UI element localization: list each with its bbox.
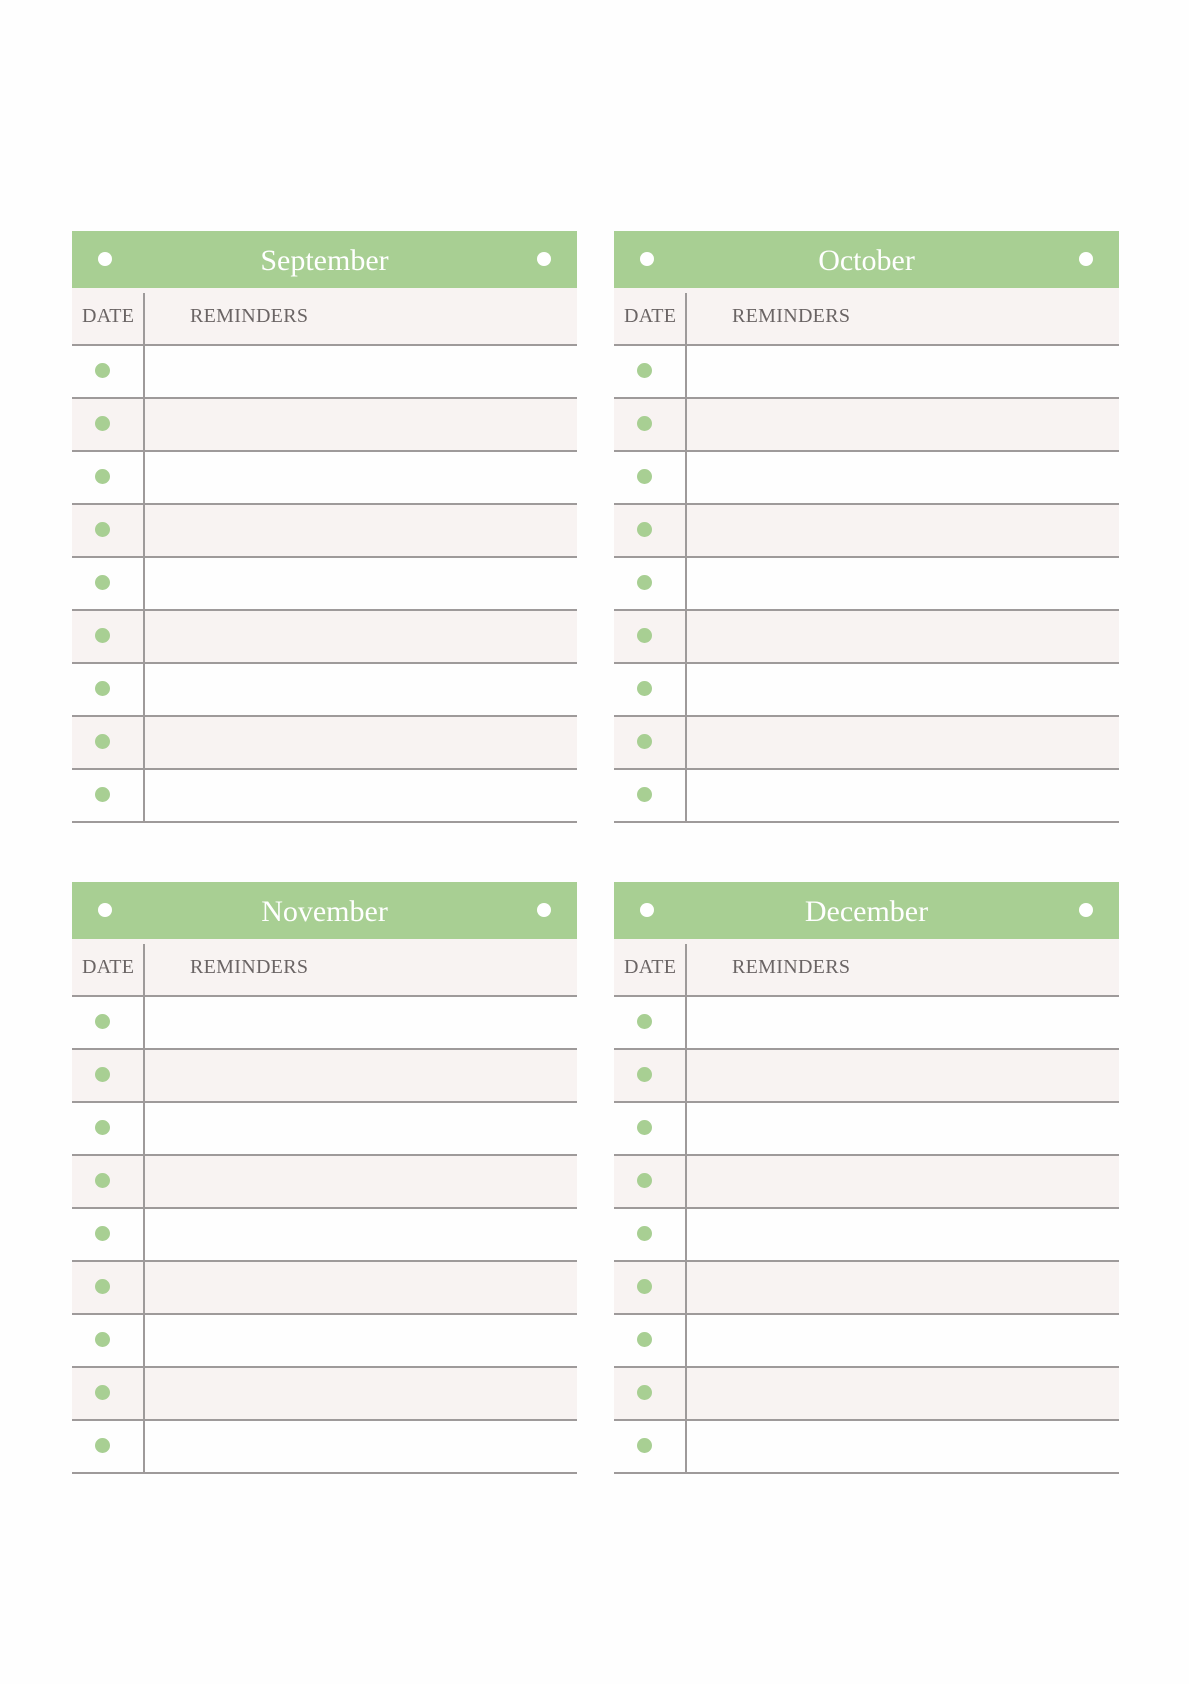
bullet-dot-icon bbox=[95, 469, 110, 484]
reminder-row bbox=[72, 505, 577, 558]
reminder-row bbox=[72, 1209, 577, 1262]
reminders-column-label: REMINDERS bbox=[732, 956, 851, 978]
column-divider bbox=[143, 944, 145, 995]
month-panel-september bbox=[72, 231, 577, 823]
bullet-dot-icon bbox=[95, 1438, 110, 1453]
reminder-entry-space bbox=[145, 346, 577, 397]
reminder-entry-space bbox=[145, 717, 577, 768]
reminder-entry-space bbox=[687, 717, 1119, 768]
reminder-row bbox=[72, 1050, 577, 1103]
reminder-entry-space bbox=[687, 1315, 1119, 1366]
bullet-dot-icon bbox=[637, 1173, 652, 1188]
bullet-dot-icon bbox=[95, 1226, 110, 1241]
reminder-entry-space bbox=[687, 611, 1119, 662]
month-header bbox=[72, 882, 577, 939]
reminder-entry-space bbox=[145, 1209, 577, 1260]
column-header-row bbox=[72, 939, 577, 997]
bullet-dot-icon bbox=[95, 416, 110, 431]
reminder-row bbox=[72, 1103, 577, 1156]
reminder-entry-space bbox=[687, 770, 1119, 821]
month-header bbox=[614, 231, 1119, 288]
bullet-dot-icon bbox=[95, 628, 110, 643]
reminder-row bbox=[614, 611, 1119, 664]
reminder-row bbox=[614, 1156, 1119, 1209]
bullet-dot-icon bbox=[637, 1438, 652, 1453]
reminder-entry-space bbox=[687, 346, 1119, 397]
reminder-entry-space bbox=[687, 505, 1119, 556]
bullet-dot-icon bbox=[637, 734, 652, 749]
reminder-entry-space bbox=[687, 558, 1119, 609]
reminder-row bbox=[72, 664, 577, 717]
month-title: December bbox=[804, 895, 929, 928]
reminder-entry-space bbox=[145, 997, 577, 1048]
column-divider bbox=[685, 944, 687, 995]
reminder-entry-space bbox=[145, 452, 577, 503]
reminder-row bbox=[614, 717, 1119, 770]
reminder-entry-space bbox=[687, 452, 1119, 503]
reminder-row bbox=[614, 997, 1119, 1050]
bullet-dot-icon bbox=[637, 1014, 652, 1029]
reminder-entry-space bbox=[145, 558, 577, 609]
binder-hole-icon bbox=[537, 252, 551, 266]
column-divider bbox=[143, 293, 145, 344]
date-column-label: DATE bbox=[624, 956, 677, 978]
reminder-entry-space bbox=[687, 664, 1119, 715]
bullet-dot-icon bbox=[637, 1332, 652, 1347]
reminder-entry-space bbox=[687, 1156, 1119, 1207]
reminder-entry-space bbox=[145, 505, 577, 556]
bullet-dot-icon bbox=[637, 1226, 652, 1241]
month-title: October bbox=[818, 244, 915, 277]
bullet-dot-icon bbox=[637, 681, 652, 696]
reminders-column-label: REMINDERS bbox=[190, 956, 309, 978]
reminder-row bbox=[614, 399, 1119, 452]
bullet-dot-icon bbox=[95, 787, 110, 802]
reminder-rows bbox=[614, 997, 1119, 1474]
date-column-label: DATE bbox=[624, 305, 677, 327]
date-column-label: DATE bbox=[82, 956, 135, 978]
binder-hole-icon bbox=[1079, 252, 1093, 266]
bullet-dot-icon bbox=[95, 734, 110, 749]
reminder-row bbox=[614, 558, 1119, 611]
month-header bbox=[614, 882, 1119, 939]
reminder-row bbox=[614, 1262, 1119, 1315]
reminder-row bbox=[72, 452, 577, 505]
column-header-row bbox=[614, 939, 1119, 997]
bullet-dot-icon bbox=[95, 1279, 110, 1294]
reminder-row bbox=[72, 399, 577, 452]
reminder-row bbox=[614, 770, 1119, 823]
bullet-dot-icon bbox=[637, 1120, 652, 1135]
bullet-dot-icon bbox=[95, 1385, 110, 1400]
bullet-dot-icon bbox=[95, 1332, 110, 1347]
reminder-entry-space bbox=[687, 399, 1119, 450]
bullet-dot-icon bbox=[637, 575, 652, 590]
reminders-column-label: REMINDERS bbox=[190, 305, 309, 327]
bullet-dot-icon bbox=[637, 363, 652, 378]
reminder-entry-space bbox=[145, 1262, 577, 1313]
month-title: September bbox=[260, 244, 389, 277]
reminder-entry-space bbox=[145, 399, 577, 450]
bullet-dot-icon bbox=[95, 522, 110, 537]
reminder-entry-space bbox=[687, 1368, 1119, 1419]
column-header-row bbox=[614, 288, 1119, 346]
bullet-dot-icon bbox=[95, 1067, 110, 1082]
reminder-row bbox=[614, 1368, 1119, 1421]
month-panel-november bbox=[72, 882, 577, 1474]
reminder-entry-space bbox=[145, 1156, 577, 1207]
reminder-row bbox=[614, 1421, 1119, 1474]
bullet-dot-icon bbox=[95, 363, 110, 378]
reminder-entry-space bbox=[145, 770, 577, 821]
reminder-entry-space bbox=[145, 1050, 577, 1101]
reminder-row bbox=[72, 997, 577, 1050]
bullet-dot-icon bbox=[95, 681, 110, 696]
bullet-dot-icon bbox=[637, 416, 652, 431]
reminders-column-label: REMINDERS bbox=[732, 305, 851, 327]
reminder-row bbox=[72, 558, 577, 611]
reminder-row bbox=[72, 611, 577, 664]
reminder-entry-space bbox=[687, 1209, 1119, 1260]
column-header-row bbox=[72, 288, 577, 346]
reminder-row bbox=[72, 346, 577, 399]
bullet-dot-icon bbox=[637, 787, 652, 802]
reminder-entry-space bbox=[145, 1103, 577, 1154]
column-divider bbox=[685, 293, 687, 344]
bullet-dot-icon bbox=[95, 1120, 110, 1135]
reminder-row bbox=[614, 1050, 1119, 1103]
bullet-dot-icon bbox=[95, 575, 110, 590]
reminder-row bbox=[72, 770, 577, 823]
bullet-dot-icon bbox=[95, 1014, 110, 1029]
bullet-dot-icon bbox=[637, 1279, 652, 1294]
month-header bbox=[72, 231, 577, 288]
reminder-entry-space bbox=[145, 1421, 577, 1472]
bullet-dot-icon bbox=[95, 1173, 110, 1188]
reminder-row bbox=[614, 1103, 1119, 1156]
reminder-entry-space bbox=[145, 1368, 577, 1419]
binder-hole-icon bbox=[537, 903, 551, 917]
reminder-row bbox=[72, 1262, 577, 1315]
month-title: November bbox=[261, 895, 388, 928]
reminder-entry-space bbox=[145, 664, 577, 715]
reminder-rows bbox=[72, 346, 577, 823]
reminder-rows bbox=[72, 997, 577, 1474]
reminder-entry-space bbox=[687, 997, 1119, 1048]
bullet-dot-icon bbox=[637, 469, 652, 484]
reminder-row bbox=[72, 1315, 577, 1368]
reminder-row bbox=[614, 1315, 1119, 1368]
reminder-row bbox=[72, 1156, 577, 1209]
month-panel-december bbox=[614, 882, 1119, 1474]
reminder-entry-space bbox=[687, 1050, 1119, 1101]
reminder-entry-space bbox=[687, 1262, 1119, 1313]
bullet-dot-icon bbox=[637, 522, 652, 537]
reminder-row bbox=[72, 1368, 577, 1421]
reminder-entry-space bbox=[687, 1421, 1119, 1472]
reminder-row bbox=[614, 664, 1119, 717]
bullet-dot-icon bbox=[637, 1067, 652, 1082]
reminder-entry-space bbox=[145, 1315, 577, 1366]
reminder-row bbox=[614, 452, 1119, 505]
date-column-label: DATE bbox=[82, 305, 135, 327]
month-panel-october bbox=[614, 231, 1119, 823]
reminder-row bbox=[72, 717, 577, 770]
reminder-entry-space bbox=[687, 1103, 1119, 1154]
reminder-row bbox=[72, 1421, 577, 1474]
binder-hole-icon bbox=[1079, 903, 1093, 917]
reminder-row bbox=[614, 1209, 1119, 1262]
bullet-dot-icon bbox=[637, 628, 652, 643]
reminder-row bbox=[614, 346, 1119, 399]
reminder-row bbox=[614, 505, 1119, 558]
reminder-rows bbox=[614, 346, 1119, 823]
reminder-entry-space bbox=[145, 611, 577, 662]
bullet-dot-icon bbox=[637, 1385, 652, 1400]
